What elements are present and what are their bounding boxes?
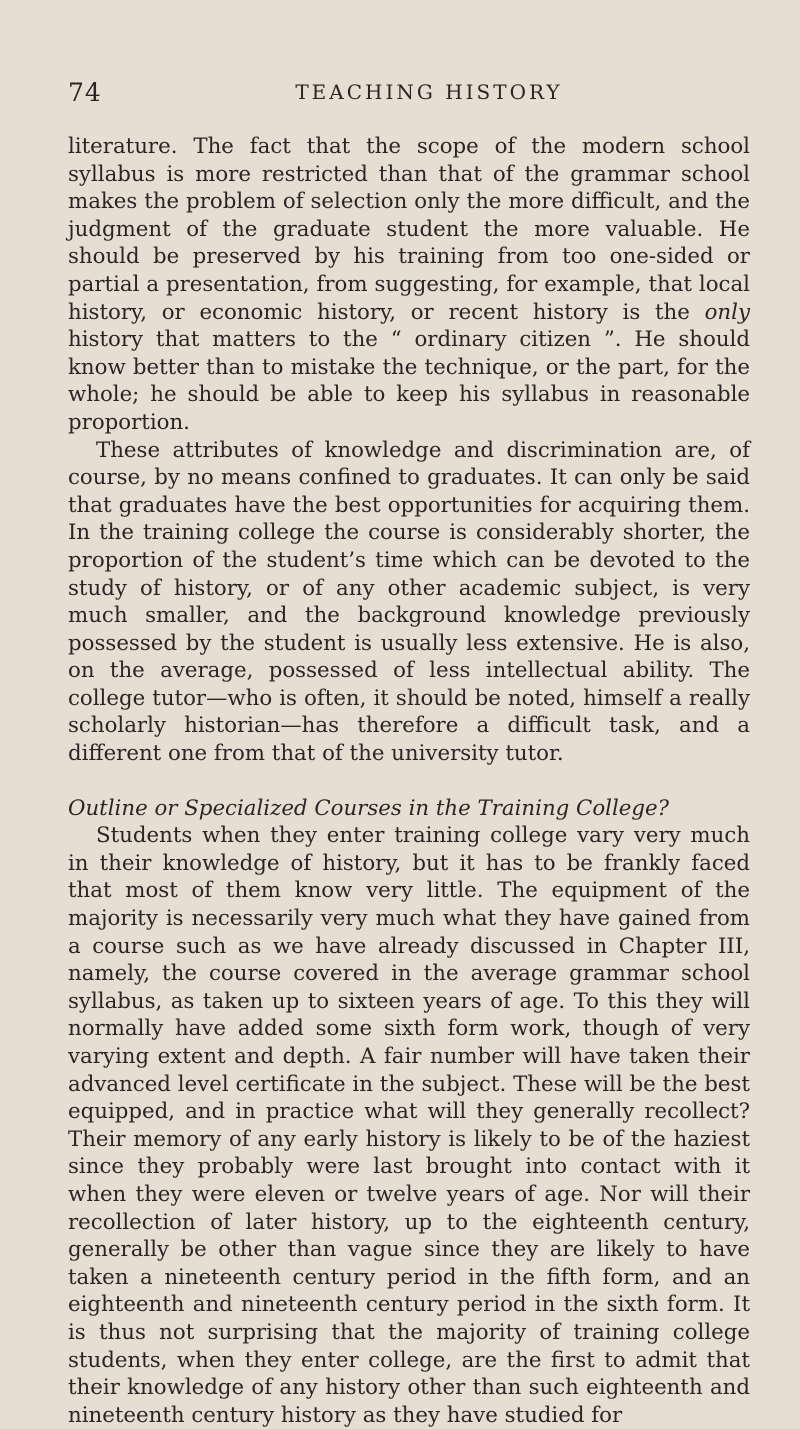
- paragraph-1-emphasis: only: [704, 299, 750, 325]
- paragraph-3: Students when they enter training college vary very much in their knowledge of history, but it has to be frankly faced that most of them know very little. The equipment of the majority is necessarily very much what they have gained from a course such as we have already discussed in Chapter III, namely, the course covered in the average grammar school syllabus, as taken up to sixteen years of age. To this they will normally have added some sixth form work, though of very varying extent and depth. A fair number will have taken their advanced level certificate in the subject. These will be the best equipped, and in practice what will they generally recollect? Their memory of any early history is likely to be of the haziest since they probably were last brought into contact with it when they were eleven or twelve years of age. Nor will their recollection of later history, up to the eighteenth century, generally be other than vague since they are likely to have taken a nineteenth century period in the fifth form, and an eighteenth and nineteenth century period in the sixth form. It is thus not surprising that the majority of training college students, when they enter college, are the first to admit that their knowledge of any history other than such eighteenth and nineteenth century history as they have studied for: [68, 823, 750, 1428]
- running-title: TEACHING HISTORY: [295, 80, 563, 104]
- paragraph-2: These attributes of knowledge and discrimination are, of course, by no means confined to graduates. It can only be said that graduates have the best opportunities for acquiring them. In the training college the course is considerably shorter, the proportion of the student’s time which can be devoted to the study of history, or of any other academic subject, is very much smaller, and the background knowledge previously possessed by the student is usually less extensive. He is also, on the average, possessed of less intellectual ability. The college tutor—who is often, it should be noted, himself a really scholarly historian—has therefore a difficult task, and a different one from that of the university tutor.: [68, 437, 750, 767]
- section-heading: Outline or Specialized Courses in the Training College?: [68, 795, 670, 821]
- body-text: [68, 133, 750, 1429]
- page-number: 74: [68, 78, 102, 107]
- paragraph-continuation: [68, 133, 750, 437]
- running-head: [68, 78, 750, 112]
- paragraph-1-text-a: literature. The fact that the scope of the modern school syllabus is more restricted than that of the grammar school makes the problem of selection only the more difficult, and the judgment of the graduate student the more valuable. He should be preserved by his training from too one-sided or partial a presentation, from suggesting, for example, that local history, or economic history, or recent history is the: [68, 134, 750, 325]
- paragraph-1-text-b: history that matters to the “ ordinary citizen ”. He should know better than to mistake the technique, or the part, for the whole; he should be able to keep his syllabus in reasonable proportion.: [68, 327, 750, 435]
